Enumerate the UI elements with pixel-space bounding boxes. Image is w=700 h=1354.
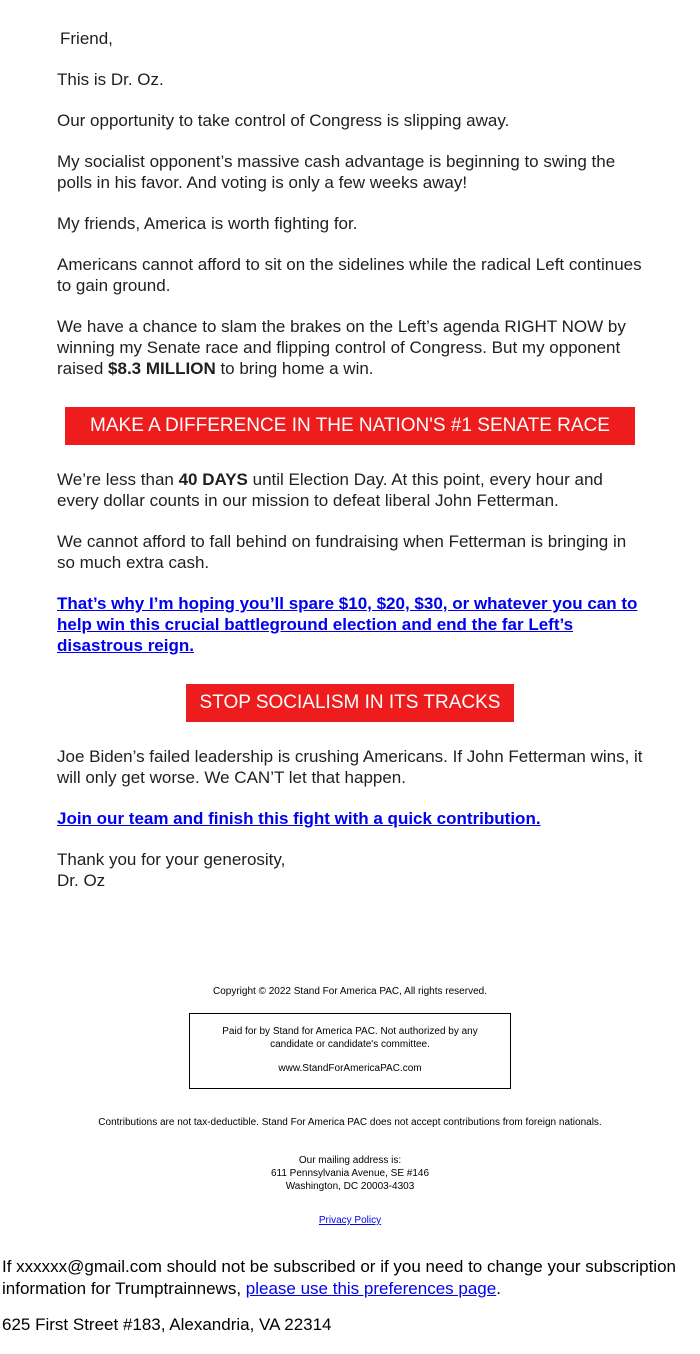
paragraph-text: We have a chance to slam the brakes on the Left’s agenda RIGHT NOW by winning my Senate race and flipping control of Congress. But my opponent raised <box>57 317 626 378</box>
paragraph-text: We’re less than <box>57 470 179 489</box>
copyright-text: Copyright © 2022 Stand For America PAC, All rights reserved. <box>213 986 487 997</box>
unsubscribe-text: If xxxxxx@gmail.com should not be subscribed or if you need to change your subscription information for Trumptrainnews, <box>2 1257 676 1298</box>
closing-thanks: Thank you for your generosity, <box>57 850 286 869</box>
paragraph-opportunity: Our opportunity to take control of Congress is slipping away. <box>57 111 510 130</box>
bold-days: 40 DAYS <box>178 470 248 489</box>
cta-row-2 <box>57 684 643 722</box>
mailing-label: Our mailing address is: <box>298 1155 402 1166</box>
signature-block <box>57 849 643 891</box>
paragraph-text: until Election Day. At this point, every hour and every dollar counts in our mission to defeat liberal John Fetterman. <box>57 470 603 510</box>
unsubscribe-text-end: . <box>496 1279 501 1298</box>
bold-amount: $8.3 MILLION <box>108 359 216 378</box>
pac-website-text: www.StandForAmericaPAC.com <box>278 1063 422 1074</box>
mailing-address-block <box>0 1154 700 1193</box>
unsubscribe-section <box>0 1256 700 1336</box>
mailing-street: 611 Pennsylvania Avenue, SE #146 <box>270 1168 430 1179</box>
join-link-paragraph <box>57 808 643 829</box>
paid-for-disclaimer-box <box>189 1013 511 1089</box>
donation-link-paragraph <box>57 593 643 656</box>
paragraph-biden: Joe Biden’s failed leadership is crushing Americans. If John Fetterman wins, it will only get worse. We CAN’T let that happen. <box>57 747 643 787</box>
paid-for-text: Paid for by Stand for America PAC. Not authorized by any candidate or candidate's committee. <box>222 1026 478 1050</box>
paragraph-slam-brakes <box>57 316 643 379</box>
paragraph-sidelines: Americans cannot afford to sit on the sidelines while the radical Left continues to gain ground. <box>57 255 642 295</box>
privacy-row <box>0 1214 700 1227</box>
paragraph-america-worth: My friends, America is worth fighting for. <box>57 214 358 233</box>
privacy-policy-link[interactable]: Privacy Policy <box>318 1215 382 1226</box>
spare-donation-link[interactable]: That’s why I’m hoping you’ll spare $10, $20, $30, or whatever you can to help win this crucial battleground election and end the far Left’s disastrous reign. <box>57 594 638 655</box>
email-footer <box>0 985 700 1227</box>
cta-row-1 <box>57 407 643 445</box>
paragraph-fundraising: We cannot afford to fall behind on fundraising when Fetterman is bringing in so much extra cash. <box>57 532 627 572</box>
paragraph-intro: This is Dr. Oz. <box>57 70 164 89</box>
paragraph-opponent-cash: My socialist opponent’s massive cash advantage is beginning to swing the polls in his favor. And voting is only a few weeks away! <box>57 152 616 192</box>
join-team-link[interactable]: Join our team and finish this fight with a quick contribution. <box>57 809 541 828</box>
sender-street-address: 625 First Street #183, Alexandria, VA 22314 <box>2 1315 332 1334</box>
mailing-city: Washington, DC 20003-4303 <box>285 1181 415 1192</box>
paragraph-40-days <box>57 469 643 511</box>
stop-socialism-button[interactable]: STOP SOCIALISM IN ITS TRACKS <box>186 684 515 722</box>
unsubscribe-paragraph <box>2 1256 698 1300</box>
tax-disclaimer-text: Contributions are not tax-deductible. Stand For America PAC does not accept contributions from foreign nationals. <box>98 1117 602 1128</box>
greeting-text: Friend, <box>60 29 113 48</box>
make-a-difference-button[interactable]: MAKE A DIFFERENCE IN THE NATION'S #1 SENATE RACE <box>65 407 635 445</box>
closing-name: Dr. Oz <box>57 871 106 890</box>
paragraph-text: to bring home a win. <box>215 359 374 378</box>
preferences-page-link[interactable]: please use this preferences page <box>245 1279 497 1298</box>
